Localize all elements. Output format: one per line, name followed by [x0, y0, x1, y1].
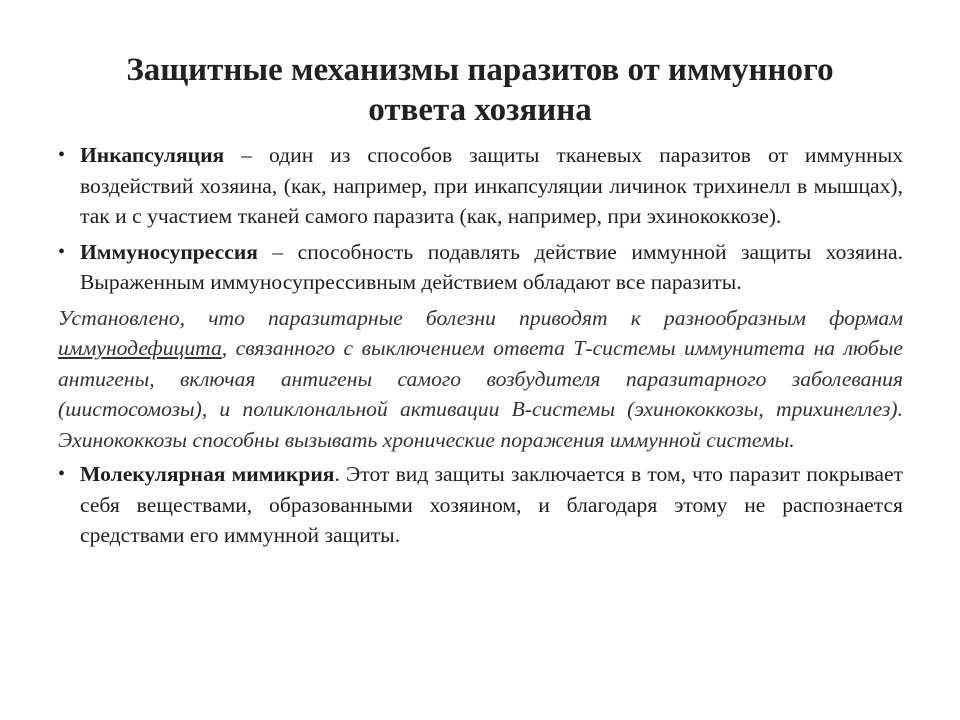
term-encapsulation: Инкапсуляция [80, 143, 225, 167]
bullet-item-encapsulation [58, 140, 903, 232]
italic-text-end: , связанного с выключением ответа Т-системы иммунитета на любые антигены, включая антигены самого возбудителя паразитарного заболевания (шистосомозы), и поликлональной активации В-системы (эхинококкозы, трихинеллез). Эхинококкозы способны вызывать хронические поражения иммунной системы. [58, 336, 903, 452]
slide-body [58, 140, 903, 556]
title-line-1: Защитные механизмы паразитов от иммунного [126, 52, 834, 88]
bullet-item-mimicry [58, 459, 903, 551]
bullet-icon: • [58, 463, 66, 485]
slide-title [40, 50, 920, 130]
title-line-2: ответа хозяина [368, 92, 592, 128]
term-mimicry: Молекулярная мимикрия [80, 462, 335, 486]
italic-paragraph [58, 303, 903, 456]
bullet-icon: • [58, 240, 66, 263]
bullet-item-immunosuppression [58, 237, 903, 298]
definition-encapsulation: – один из способов защиты тканевых паразитов от иммунных воздействий хозяина, (как, например, при инкапсуляции личинок трихинелл в мышцах), так и с участием тканей самого паразита (как, например, при эхинококкозе). [80, 143, 903, 228]
italic-text-start: Установлено, что паразитарные болезни приводят к разнообразным формам [58, 305, 903, 330]
term-immunosuppression: Иммуносупрессия [80, 239, 258, 264]
definition-immunosuppression: – способность подавлять действие иммунной защиты хозяина. Выраженным иммуносупрессивным действием обладают все паразиты. [80, 239, 903, 294]
underlined-term: иммунодефицита [58, 336, 222, 360]
bullet-icon: • [58, 144, 66, 166]
definition-mimicry: . Этот вид защиты заключается в том, что паразит покрывает себя веществами, образованными хозяином, и благодаря этому не распознается средствами его иммунной защиты. [80, 462, 903, 547]
